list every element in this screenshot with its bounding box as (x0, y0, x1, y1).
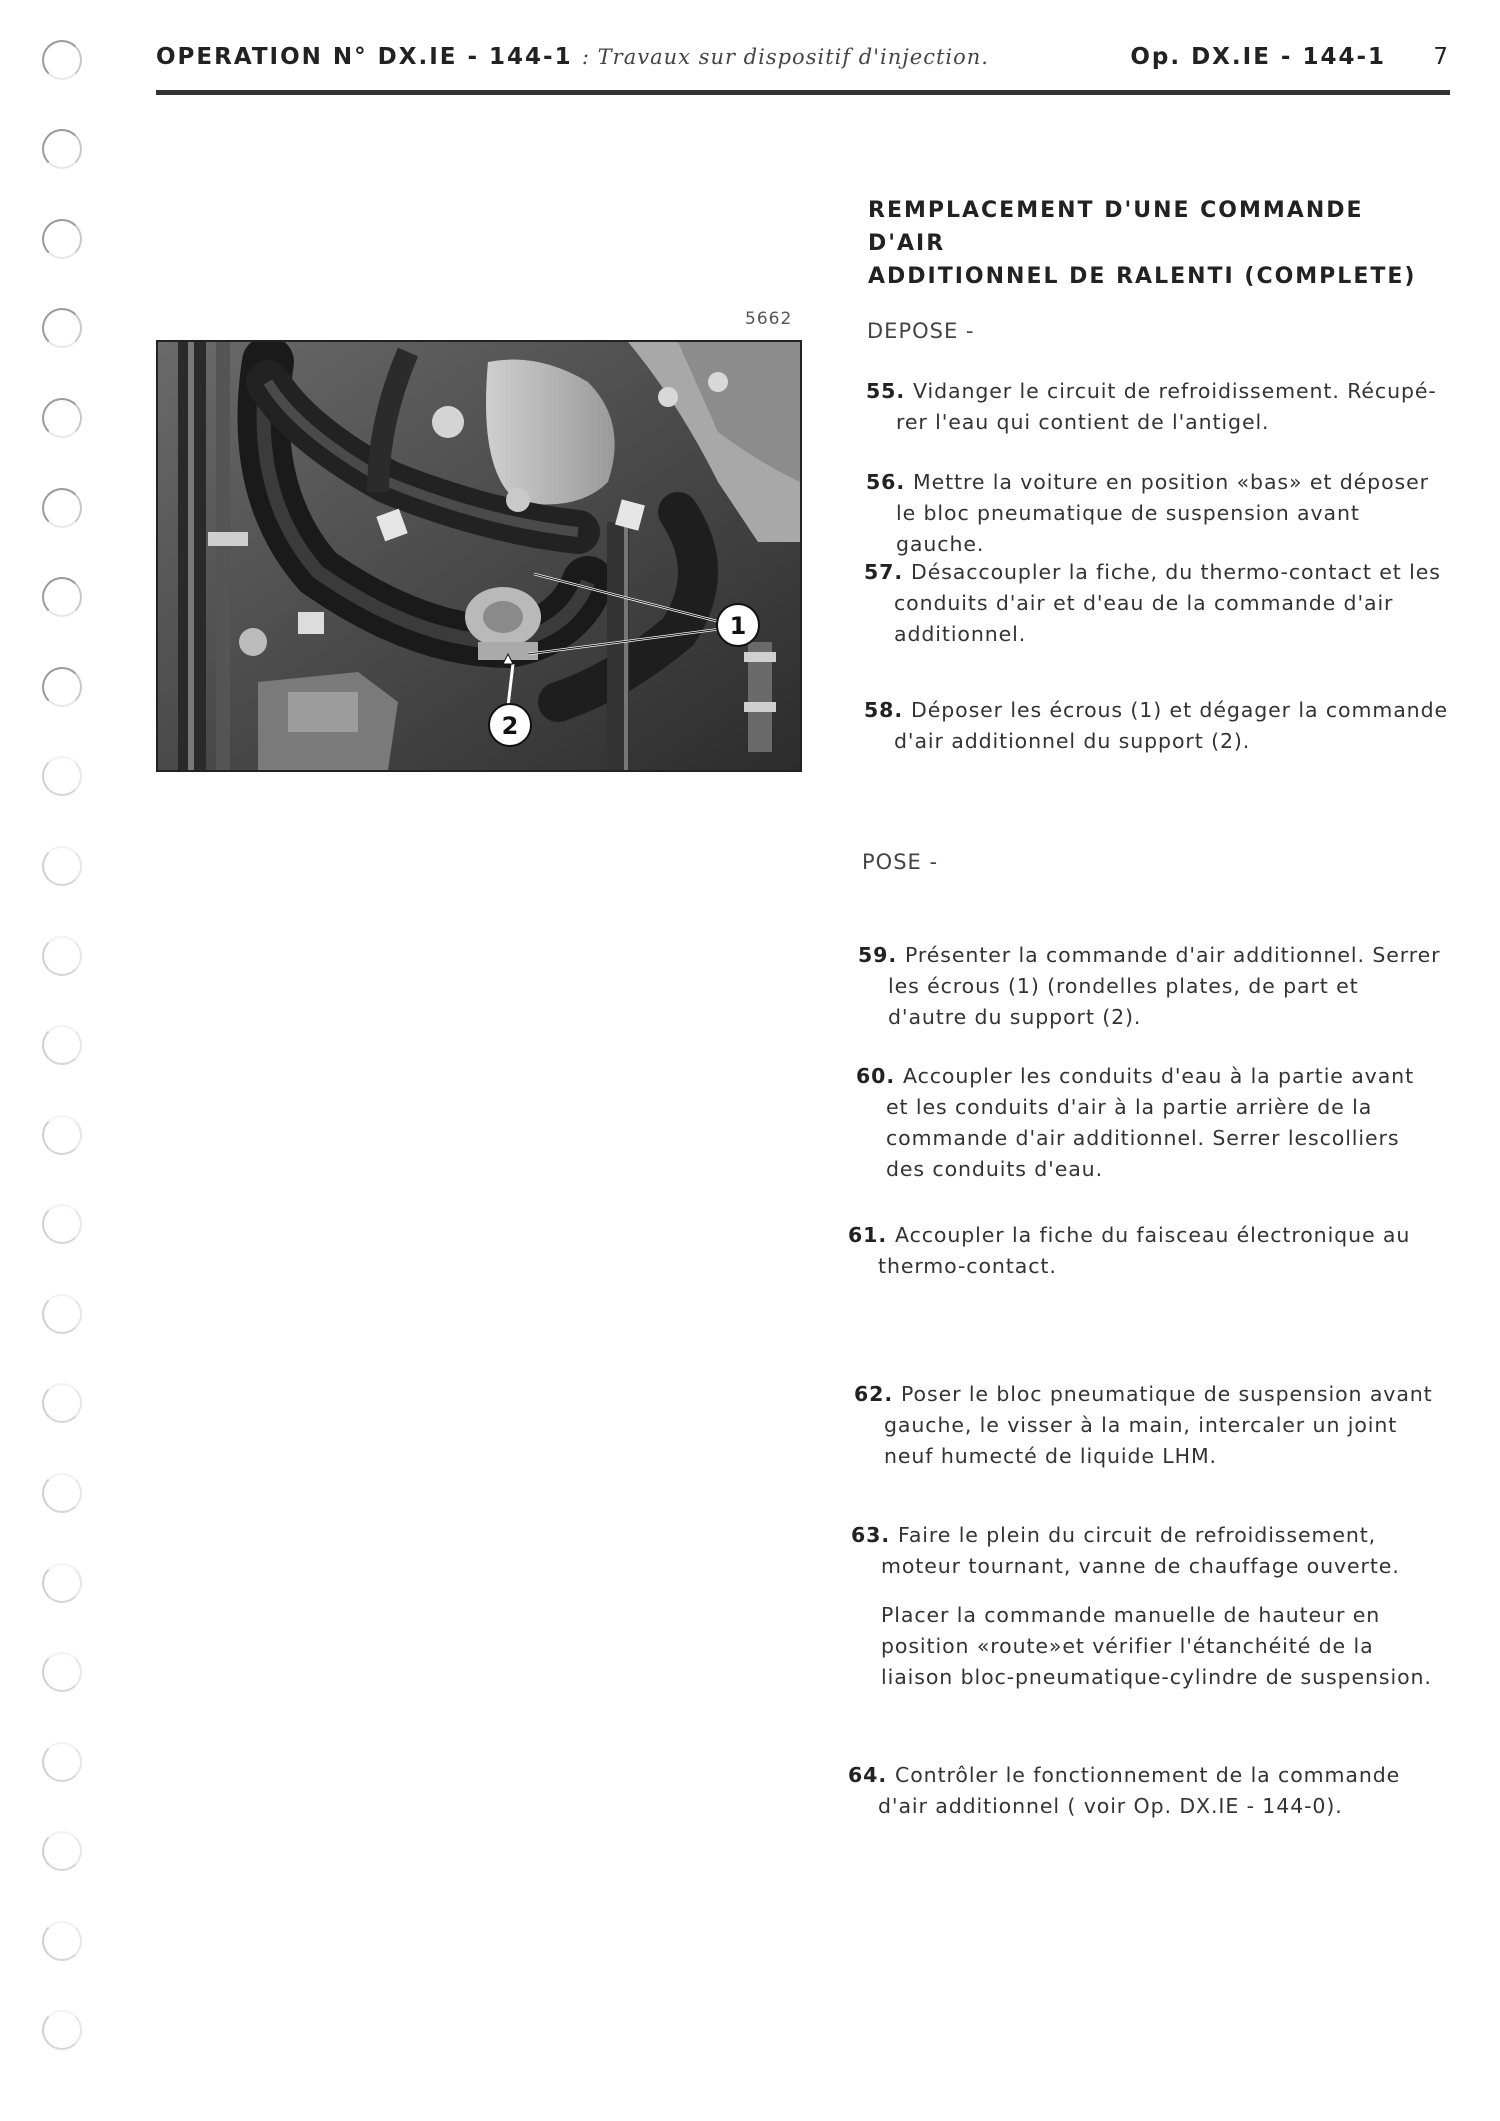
step-text: Accoupler la fiche du faisceau électronique au thermo-contact. (878, 1223, 1411, 1278)
binder-hole (42, 846, 82, 886)
step-59 (858, 940, 1443, 1033)
operation-label: OPERATION N° DX.IE - 144-1 (156, 44, 573, 70)
step-text: Vidanger le circuit de refroidissement. Récupé-rer l'eau qui contient de l'antigel. (896, 379, 1437, 434)
step-number: 55. (866, 379, 906, 403)
binder-hole (42, 577, 82, 617)
step-number: 64. (848, 1763, 888, 1787)
step-text: Déposer les écrous (1) et dégager la commande d'air additionnel du support (2). (894, 698, 1448, 753)
step-number: 59. (858, 943, 898, 967)
engine-photo-drawing (158, 342, 800, 770)
step-60 (856, 1061, 1441, 1185)
figure-number: 5662 (745, 309, 793, 329)
callout-2 (489, 704, 531, 746)
binder-hole (42, 667, 82, 707)
step-62 (854, 1379, 1439, 1472)
step-text: Accoupler les conduits d'eau à la partie avant et les conduits d'air à la partie arrière de la commande d'air additionnel. Serrer lescolliers des conduits d'eau. (886, 1064, 1415, 1181)
step-63 (851, 1520, 1436, 1693)
binder-hole (42, 936, 82, 976)
binder-hole (42, 308, 82, 348)
engine-photo (156, 340, 802, 772)
step-text: Poser le bloc pneumatique de suspension avant gauche, le visser à la main, intercaler un joint neuf humecté de liquide LHM. (884, 1382, 1433, 1468)
step-number: 63. (851, 1523, 891, 1547)
callout-2-label: 2 (501, 712, 519, 740)
callout-1-label: 1 (729, 612, 747, 640)
step-57 (864, 557, 1449, 650)
step-61 (848, 1220, 1433, 1282)
binder-hole (42, 1383, 82, 1423)
binder-hole (42, 398, 82, 438)
page-title (868, 194, 1428, 293)
binder-hole (42, 488, 82, 528)
title-line-1: REMPLACEMENT D'UNE COMMANDE D'AIR (868, 198, 1364, 256)
step-number: 62. (854, 1382, 894, 1406)
page-header (156, 40, 1450, 80)
binder-hole (42, 2010, 82, 2050)
step-number: 56. (866, 470, 906, 494)
step-number: 60. (856, 1064, 896, 1088)
binder-hole (42, 1742, 82, 1782)
binder-hole (42, 1473, 82, 1513)
step-56 (866, 467, 1451, 560)
step-64 (848, 1760, 1433, 1822)
binder-hole (42, 219, 82, 259)
step-number: 61. (848, 1223, 888, 1247)
step-number: 58. (864, 698, 904, 722)
step-number: 57. (864, 560, 904, 584)
binder-hole (42, 1563, 82, 1603)
step-63-extra: Placer la commande manuelle de hauteur en position «route»et vérifier l'étanchéité de la liaison bloc-pneumatique-cylindre de suspension. (881, 1603, 1432, 1689)
step-55 (866, 376, 1451, 438)
binder-hole (42, 1025, 82, 1065)
op-reference: Op. DX.IE - 144-1 (1130, 44, 1387, 70)
callout-1 (717, 604, 759, 646)
step-text: Désaccoupler la fiche, du thermo-contact et les conduits d'air et d'eau de la commande d'air additionnel. (894, 560, 1441, 646)
step-text: Faire le plein du circuit de refroidissement, moteur tournant, vanne de chauffage ouverte. (881, 1523, 1400, 1578)
binder-hole (42, 40, 82, 80)
section-depose: DEPOSE - (867, 319, 975, 343)
step-text: Mettre la voiture en position «bas» et déposer le bloc pneumatique de suspension avant gauche. (896, 470, 1429, 556)
binder-hole (42, 1921, 82, 1961)
binder-hole (42, 1204, 82, 1244)
header-right (1130, 44, 1450, 70)
step-text: Présenter la commande d'air additionnel. Serrer les écrous (1) (rondelles plates, de part et d'autre du support (2). (888, 943, 1441, 1029)
step-58 (864, 695, 1449, 757)
binder-hole (42, 756, 82, 796)
page-number: 7 (1433, 44, 1450, 70)
binder-hole (42, 1831, 82, 1871)
binder-hole (42, 1652, 82, 1692)
step-text: Contrôler le fonctionnement de la commande d'air additionnel ( voir Op. DX.IE - 144-0). (878, 1763, 1401, 1818)
header-rule (156, 90, 1450, 95)
section-pose: POSE - (862, 850, 939, 874)
binder-hole (42, 129, 82, 169)
binder-hole (42, 1294, 82, 1334)
binder-hole (42, 1115, 82, 1155)
header-left (156, 44, 989, 70)
operation-subtitle: : Travaux sur dispositif d'injection. (581, 45, 989, 69)
title-line-2: ADDITIONNEL DE RALENTI (COMPLETE) (868, 264, 1417, 289)
